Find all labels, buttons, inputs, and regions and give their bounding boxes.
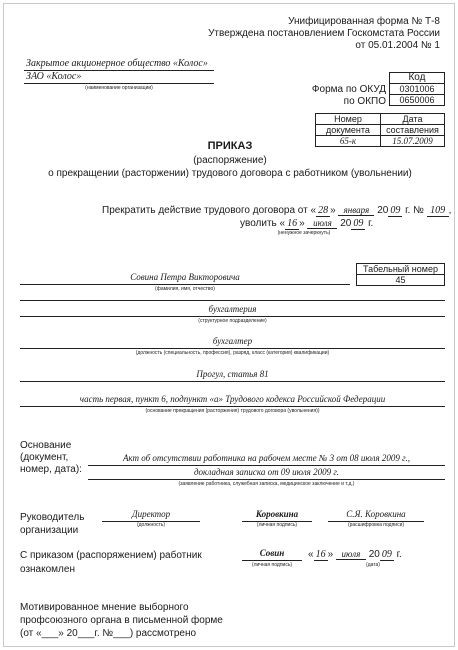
basis-text-1: Акт об отсутствии работника на рабочем месте № 3 от 08 июля 2009 г., (122, 453, 411, 463)
acquainted-date (308, 549, 448, 561)
okpo-label: по ОКПО (343, 96, 386, 107)
fire-label: уволить « (240, 218, 286, 229)
union-line-2: профсоюзного органа в письменной форме (20, 615, 223, 626)
acquainted-label (20, 549, 230, 577)
department-caption: (структурное подразделение) (198, 318, 267, 324)
order-description: о прекращении (расторжении) трудового договора с работником (увольнении) (48, 168, 412, 179)
contract-stop-number: 109 (427, 205, 449, 217)
employee-name-caption: (фамилия, имя, отчество) (155, 286, 215, 292)
acquainted-date-caption: (дата) (366, 562, 380, 568)
order-title: ПРИКАЗ (207, 140, 253, 152)
form-header (180, 16, 440, 52)
termination-reason-2: часть первая, пункт 6, подпункт «а» Трудового кодекса Российской Федерации (79, 394, 386, 404)
basis-line-2 (88, 479, 445, 480)
contract-stop-row: Прекратить действие трудового договора от « 28 » января 20 09 г. № 109 , (102, 205, 452, 216)
doc-number-value: 65-к (316, 136, 381, 147)
basis-caption: (заявление работника, служебная записка, медицинское заключение и т.д.) (178, 481, 355, 487)
org-full-name: Закрытое акционерное общество «Колос» (26, 58, 208, 69)
contract-stop-year-prefix: 20 (377, 205, 389, 216)
tabel-table (356, 263, 445, 286)
separator-line-1 (20, 300, 445, 301)
approval-date-line: от 05.01.2004 № 1 (355, 40, 440, 51)
fire-month: июля (307, 218, 337, 229)
doc-date-header-2: составления (381, 125, 445, 136)
fire-year: 09 (353, 218, 364, 229)
acquainted-signature: Совин (259, 548, 285, 558)
employee-name-line (20, 284, 350, 285)
order-form-page (3, 3, 455, 647)
reason-line-2 (20, 406, 445, 407)
head-label (20, 511, 100, 537)
codes-table (389, 72, 445, 106)
doc-number-header-1: Номер (316, 114, 381, 125)
org-short-name: ЗАО «Колос» (26, 71, 82, 82)
acquainted-open-quote: « (308, 549, 314, 560)
acquainted-close-quote: » (327, 549, 334, 560)
reason-caption: (основание прекращения (расторжения) трудового договора (увольнения)) (145, 408, 320, 414)
department-line (20, 316, 445, 317)
union-block (20, 601, 260, 640)
doc-number-header-2: документа (316, 125, 381, 136)
contract-stop-year: 09 (390, 205, 401, 216)
contract-stop-month: января (338, 205, 374, 216)
basis-label (20, 440, 90, 476)
acquainted-signature-line (242, 560, 302, 561)
basis-text-2: докладная записка от 09 июля 2009 г. (193, 467, 340, 477)
basis-label-2: (документ, (20, 452, 69, 463)
tabel-value: 45 (357, 275, 445, 286)
acquainted-label-1: С приказом (распоряжением) работник (20, 550, 202, 561)
fire-g: г. (368, 218, 374, 229)
contract-stop-label: Прекратить действие трудового договора от « (102, 205, 317, 216)
fire-day: 16 (287, 218, 298, 229)
acquainted-year-prefix: 20 (368, 549, 380, 560)
okud-label: Форма по ОКУД (311, 84, 386, 95)
acquainted-signature-caption: (личная подпись) (251, 562, 293, 568)
head-label-1: Руководитель (20, 512, 85, 523)
head-position-caption: (должность) (136, 522, 166, 528)
doc-date-header-1: Дата (381, 114, 445, 125)
form-number-line: Унифицированная форма № Т-8 (288, 16, 440, 27)
order-subtitle: (распоряжение) (193, 155, 267, 166)
basis-label-3: номер, дата): (20, 464, 82, 475)
acquainted-day: 16 (315, 549, 326, 560)
position-line (20, 348, 445, 349)
org-line-2 (24, 83, 214, 84)
head-decoding: С.Я. Коровкина (346, 509, 406, 519)
approval-line: Утверждена постановлением Госкомстата России (208, 28, 440, 39)
head-signature: Коровкина (255, 509, 299, 519)
employee-name: Совина Петра Викторовича (130, 272, 240, 282)
position-caption: (должность (специальность, профессия), разряд, класс (категория) квалификации) (135, 350, 330, 356)
org-caption: (наименование организации) (85, 85, 153, 91)
acquainted-g: г. (396, 549, 402, 560)
head-decoding-caption: (расшифровка подписи) (347, 522, 405, 528)
fire-caption: (ненужное зачеркнуть) (277, 230, 331, 236)
okud-value: 0301006 (390, 84, 445, 95)
okpo-value: 0650006 (390, 95, 445, 106)
reason-line-1 (20, 381, 445, 382)
basis-line-1 (88, 465, 445, 466)
termination-reason-1: Прогул, статья 81 (196, 369, 269, 379)
head-signature-caption: (личная подпись) (256, 522, 298, 528)
acquainted-label-2: ознакомлен (20, 564, 75, 575)
contract-stop-g: г. № (405, 205, 424, 216)
tabel-header: Табельный номер (357, 264, 445, 275)
fire-date-row: уволить « 16 » июля 20 09 г. (240, 218, 374, 229)
employee-department: бухгалтерия (208, 304, 257, 314)
head-label-2: организации (20, 525, 79, 536)
employee-position: бухгалтер (212, 336, 253, 346)
contract-stop-day: 28 (318, 205, 329, 216)
acquainted-month: июля (336, 549, 366, 560)
union-line-3: (от «___» 20___г. №___) рассмотрено (20, 628, 197, 639)
fire-year-prefix: 20 (340, 218, 352, 229)
doc-date-value: 15.07.2009 (381, 136, 445, 147)
head-position: Директор (131, 509, 171, 519)
basis-label-1: Основание (20, 440, 72, 451)
union-line-1: Мотивированное мнение выборного (20, 602, 189, 613)
acquainted-year: 09 (381, 549, 392, 560)
codes-header: Код (390, 73, 445, 84)
